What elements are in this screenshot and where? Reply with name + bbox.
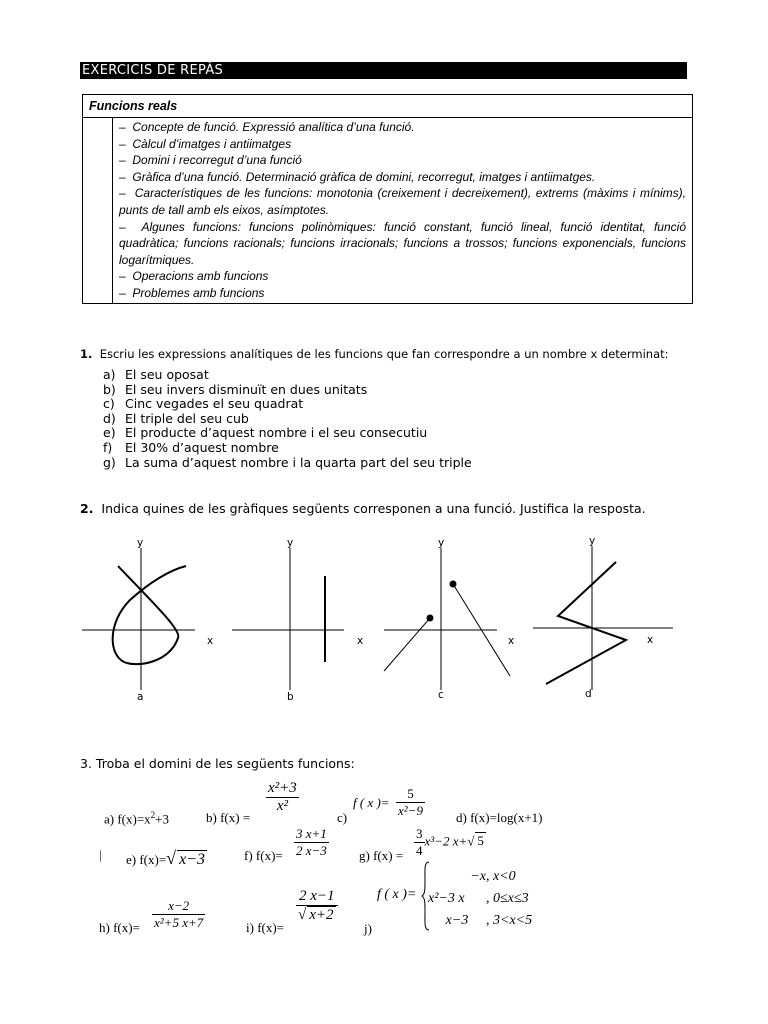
q1-option: e) El producte d’aquest nombre i el seu consecutiu	[103, 425, 428, 441]
j-piece: x²−3 x , 0≤x≤3	[428, 891, 529, 906]
q2-heading	[80, 501, 646, 516]
worksheet-title: EXERCICIS DE REPÀS	[80, 62, 687, 79]
q3-item-c-label: c)	[337, 810, 348, 825]
q3-item-j-lhs: f ( x )=	[377, 887, 417, 902]
q1-options	[103, 368, 472, 470]
q3-item-g-expr: $\frac{3}{4}$ x³−2 x+√ 5	[416, 826, 484, 858]
graph-a-x-label: x	[207, 635, 214, 647]
graph-c-y-label: y	[438, 537, 445, 549]
topic-item: – Càlcul d’imatges i antiimatges	[119, 136, 292, 151]
q1-number: 1.	[80, 347, 93, 361]
q3-item-b-label: b) f(x) =	[206, 810, 251, 825]
topic-item: – Algunes funcions: funcions polinòmiques: funció constant, funció lineal, funció identitat, funció quadràtica; funcions racionals; funcions irracionals; funcions a trossos; funcions exponencials, funcions logarítmiques.	[119, 219, 686, 267]
topic-item: – Operacions amb funcions	[119, 269, 269, 284]
graph-c-label: c	[438, 689, 444, 701]
q3-item-a: a) $f(x)=x^2+3$	[104, 810, 170, 827]
q3-item-g-label: g) f(x) =	[359, 848, 404, 863]
graph-b-label: b	[287, 691, 294, 703]
q1-option: b) El seu invers disminuït en dues unitats	[103, 381, 368, 397]
graph-c-x-label: x	[508, 635, 515, 647]
graph-a-y-label: y	[137, 537, 144, 549]
q3-item-f-label: f) f(x)=	[244, 848, 283, 863]
q3-heading: 3. Troba el domini de les següents funcions:	[80, 756, 355, 771]
graph-d-zigzag	[546, 562, 626, 684]
graph-d-x-label: x	[647, 634, 654, 646]
q3-item-e: e) f(x)=√ x−3	[126, 848, 205, 868]
q3-item-c-lhs: f ( x )=	[353, 795, 390, 810]
graph-b-y-label: y	[287, 537, 294, 549]
graph-c-right-endpoint	[450, 581, 457, 588]
topics-box	[82, 94, 693, 304]
j-piece: −x, x<0	[470, 869, 516, 884]
j-piece: x−3 , 3<x<5	[445, 913, 533, 928]
graph-d-label: d	[585, 688, 592, 700]
graph-a-label: a	[137, 691, 144, 703]
graph-d-y-label: y	[589, 535, 596, 547]
q1-heading	[80, 347, 669, 361]
q1-option: d) El triple del seu cub	[103, 410, 249, 426]
q3-item-i-label: i) f(x)=	[246, 920, 285, 935]
topic-item: – Gràfica d’una funció. Determinació gràfica de domini, recorregut, imatges i antiimatges.	[119, 169, 596, 184]
q3-item-j-label: j)	[364, 921, 372, 936]
q3-item-f-fraction: $\frac{3 x+1}{2 x-3}$	[296, 826, 327, 858]
q3-item-j-pieces	[428, 866, 532, 932]
graph-c-left-endpoint	[427, 615, 434, 622]
q3-item-h-label: h) f(x)=	[99, 920, 140, 935]
topic-item: – Concepte de funció. Expressió analítica d’una funció.	[119, 120, 415, 134]
q3-bar: |	[99, 847, 102, 862]
graph-c-left-segment	[384, 618, 430, 671]
graphs-figure	[0, 530, 768, 710]
topics-header: Funcions reals	[83, 95, 692, 118]
q3-item-h-fraction: $\frac{x-2}{\text{x²+5 x+7}}$	[154, 898, 204, 930]
q3-item-i-fraction: $\frac{2 x-1}{√ x+2}$	[296, 888, 338, 924]
topic-item: – Problemes amb funcions	[119, 285, 265, 300]
q3-item-b-fraction: $\frac{\text{x²+3}}{\text{x²}}$	[268, 780, 297, 814]
q1-option: g) La suma d’aquest nombre i la quarta part del seu triple	[103, 454, 472, 470]
topic-item: – Domini i recorregut d’una funció	[119, 153, 302, 168]
q1-option: c) Cinc vegades el seu quadrat	[103, 396, 304, 412]
topic-item: – Característiques de les funcions: monotonia (creixement i decreixement), extrems (màxims i mínims), punts de tall amb els eixos, asímptotes.	[119, 186, 686, 217]
topics-list	[112, 117, 693, 304]
q2-text: Indica quines de les gràfiques següents corresponen a una funció. Justifica la resposta.	[101, 501, 646, 516]
q3-item-d: d) f(x)=log(x+1)	[456, 810, 543, 825]
q3-item-c-fraction: $\frac{5}{\text{x²−9}}$	[398, 786, 423, 818]
q2-number: 2.	[80, 501, 94, 516]
graph-b-x-label: x	[357, 635, 364, 647]
q1-option: a) El seu oposat	[103, 367, 209, 382]
q1-option: f) El 30% d’aquest nombre	[103, 439, 279, 455]
graph-a-curve	[113, 566, 186, 664]
q1-text: Escriu les expressions analítiques de les funcions que fan correspondre a un nombre x determinat:	[99, 347, 669, 361]
